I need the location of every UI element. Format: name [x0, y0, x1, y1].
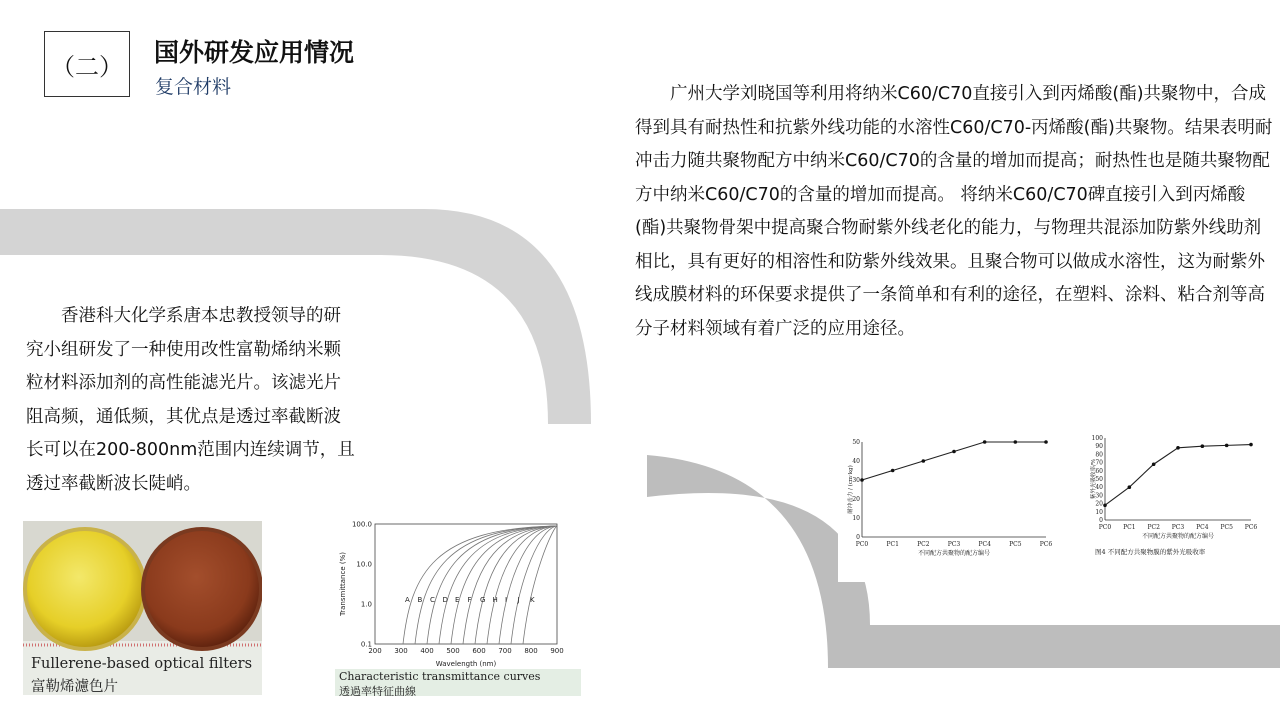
chart-data-point [860, 478, 864, 482]
chart-data-point [1249, 443, 1253, 447]
transmittance-x-tick: 800 [524, 647, 538, 655]
transmittance-curve-label: A [405, 596, 410, 604]
chart-y-tick: 20 [852, 496, 860, 503]
transmittance-curve [427, 526, 557, 644]
left-paragraph-text: 香港科大化学系唐本忠教授领导的研究小组研发了一种使用改性富勒烯纳米颗粒材料添加剂的高性能滤光片。该滤光片阻高频，通低频，其优点是透过率截断波长可以在200-800nm范围内连续调节，且透过率截断波长陡峭。 [26, 306, 355, 494]
chart-data-point [952, 450, 956, 454]
chart-y-tick: 20 [1095, 500, 1103, 508]
chart-xlabel: 不同配方共聚物的配方编号 [1141, 533, 1215, 540]
page-title: 国外研发应用情况 [154, 38, 355, 67]
chart-y-tick: 30 [852, 477, 860, 484]
transmittance-curve-label: B [417, 596, 423, 604]
chart-data-point [891, 469, 895, 473]
chart-series-line [862, 442, 1046, 480]
transmittance-curve-label: I [505, 596, 508, 604]
chart-x-tick: PC1 [886, 541, 899, 548]
chart-y-tick: 60 [1095, 467, 1103, 475]
filter-photo [23, 521, 262, 695]
transmittance-curve-label: J [517, 596, 520, 604]
chart-data-point [1044, 440, 1048, 444]
chart-xlabel: 不同配方共聚物的配方编号 [917, 550, 991, 557]
chart-y-tick: 30 [1095, 492, 1103, 500]
transmittance-ylabel: Transmittance (%) [339, 552, 347, 616]
filter-caption-en: Fullerene-based optical filters [31, 656, 253, 672]
chart-title: 图4 不同配方共聚物膜的紫外光吸收率 [1095, 548, 1206, 556]
chart-data-point [922, 459, 926, 463]
section-number-box [44, 31, 130, 97]
chart-y-tick: 80 [1095, 451, 1103, 459]
transmittance-x-tick: 200 [368, 647, 382, 655]
chart-y-tick: 40 [1095, 484, 1103, 492]
transmittance-x-tick: 900 [550, 647, 564, 655]
transmittance-x-tick: 500 [446, 647, 460, 655]
chart-x-tick: PC4 [1196, 524, 1209, 531]
chart-x-tick: PC2 [917, 541, 930, 548]
chart-x-tick: PC5 [1220, 524, 1233, 531]
transmittance-x-tick: 300 [394, 647, 408, 655]
chart-data-point [1128, 485, 1132, 489]
chart-data-point [1176, 446, 1180, 450]
chart-y-tick: 70 [1095, 459, 1103, 467]
chart-x-tick: PC1 [1123, 524, 1136, 531]
transmittance-caption-zh: 透過率特征曲線 [339, 685, 416, 696]
left-paragraph [26, 300, 356, 501]
chart-y-tick: 10 [1095, 508, 1103, 516]
right-paragraph [635, 78, 1275, 346]
transmittance-curve-label: E [455, 596, 460, 604]
chart-ylabel: 紫外光吸收率/% [1091, 458, 1097, 500]
section-number: （二） [51, 52, 123, 81]
chart-x-tick: PC4 [978, 541, 991, 548]
chart-y-tick: 40 [852, 458, 860, 465]
transmittance-curve-label: G [480, 596, 486, 604]
chart-data-point [1103, 503, 1107, 507]
transmittance-curve-label: F [467, 596, 472, 604]
chart-y-tick: 50 [852, 439, 860, 446]
transmittance-curve [523, 526, 557, 644]
transmittance-y-tick: 0.1 [360, 640, 372, 649]
transmittance-xlabel: Wavelength (nm) [435, 660, 497, 668]
transmittance-x-tick: 400 [420, 647, 434, 655]
chart-y-tick: 10 [852, 515, 860, 522]
chart-y-tick: 0 [856, 534, 860, 541]
transmittance-curve [499, 526, 557, 644]
transmittance-curve-label: D [442, 596, 448, 604]
chart-data-point [1225, 444, 1229, 448]
transmittance-y-tick: 10.0 [356, 560, 372, 569]
filter-caption-zh: 富勒烯濾色片 [31, 679, 118, 695]
transmittance-y-tick: 100.0 [351, 520, 372, 529]
chart-x-tick: PC3 [947, 541, 961, 548]
red-filter-disc [143, 529, 261, 649]
top-left-band [0, 209, 424, 255]
right-paragraph-text: 广州大学刘晓国等利用将纳米C60/C70直接引入到丙烯酸(酯)共聚物中，合成得到具有耐热性和抗紫外线功能的水溶性C60/C70-丙烯酸(酯)共聚物。结果表明耐冲击力随共聚物配方中纳米C60/C70的含量的增加而提高；耐热性也是随共聚物配方中纳米C60/C70的含量的增加而提高。 将纳米C60/C70碑直接引入到丙烯酸(酯)共聚物骨架中提高聚合物耐紫外线老化的能力，与物理共混添加防紫外线助剂相比，具有更好的相溶性和防紫外线效果。且聚合物可以做成水溶性，这为耐紫外线成膜材料的环保要求提供了一条简单和有利的途径，在塑料、涂料、粘合剂等高分子材料领域有着广泛的应用途径。 [635, 84, 1273, 339]
transmittance-curve [475, 526, 557, 644]
transmittance-caption-bg [335, 669, 581, 696]
chart-data-point [983, 440, 987, 444]
chart-data-point [1201, 444, 1205, 448]
transmittance-curve [439, 526, 557, 644]
transmittance-x-tick: 700 [498, 647, 512, 655]
transmittance-caption-en: Characteristic transmittance curves [339, 670, 541, 683]
transmittance-curves [403, 526, 557, 644]
polymer-charts [838, 432, 1258, 582]
chart-x-tick: PC6 [1244, 524, 1258, 531]
chart-x-tick: PC3 [1171, 524, 1185, 531]
transmittance-curve-label: C [430, 596, 435, 604]
transmittance-x-tick: 600 [472, 647, 486, 655]
top-arc [380, 209, 591, 424]
chart-x-tick: PC5 [1009, 541, 1022, 548]
chart-series-line [1105, 445, 1251, 506]
chart-data-point [1152, 462, 1156, 466]
chart-ylabel: 耐冲击力 / (cm·kg) [848, 465, 854, 514]
polymer-charts-svg [838, 432, 1258, 582]
transmittance-curve-label: K [530, 596, 535, 604]
chart-x-tick: PC6 [1039, 541, 1053, 548]
chart-x-tick: PC0 [855, 541, 869, 548]
transmittance-y-tick: 1.0 [360, 600, 372, 609]
chart-y-tick: 0 [1099, 517, 1103, 524]
chart-y-tick: 90 [1095, 443, 1103, 451]
transmittance-figure [335, 518, 581, 696]
yellow-filter-disc [25, 529, 145, 649]
chart-data-point [1014, 440, 1018, 444]
chart-x-tick: PC2 [1147, 524, 1160, 531]
chart-y-tick: 50 [1095, 476, 1103, 483]
transmittance-plot [335, 518, 581, 668]
transmittance-curve-label: H [492, 596, 498, 604]
chart-x-tick: PC0 [1098, 524, 1112, 531]
page-subtitle: 复合材料 [155, 76, 232, 98]
chart-y-tick: 100 [1091, 435, 1103, 442]
